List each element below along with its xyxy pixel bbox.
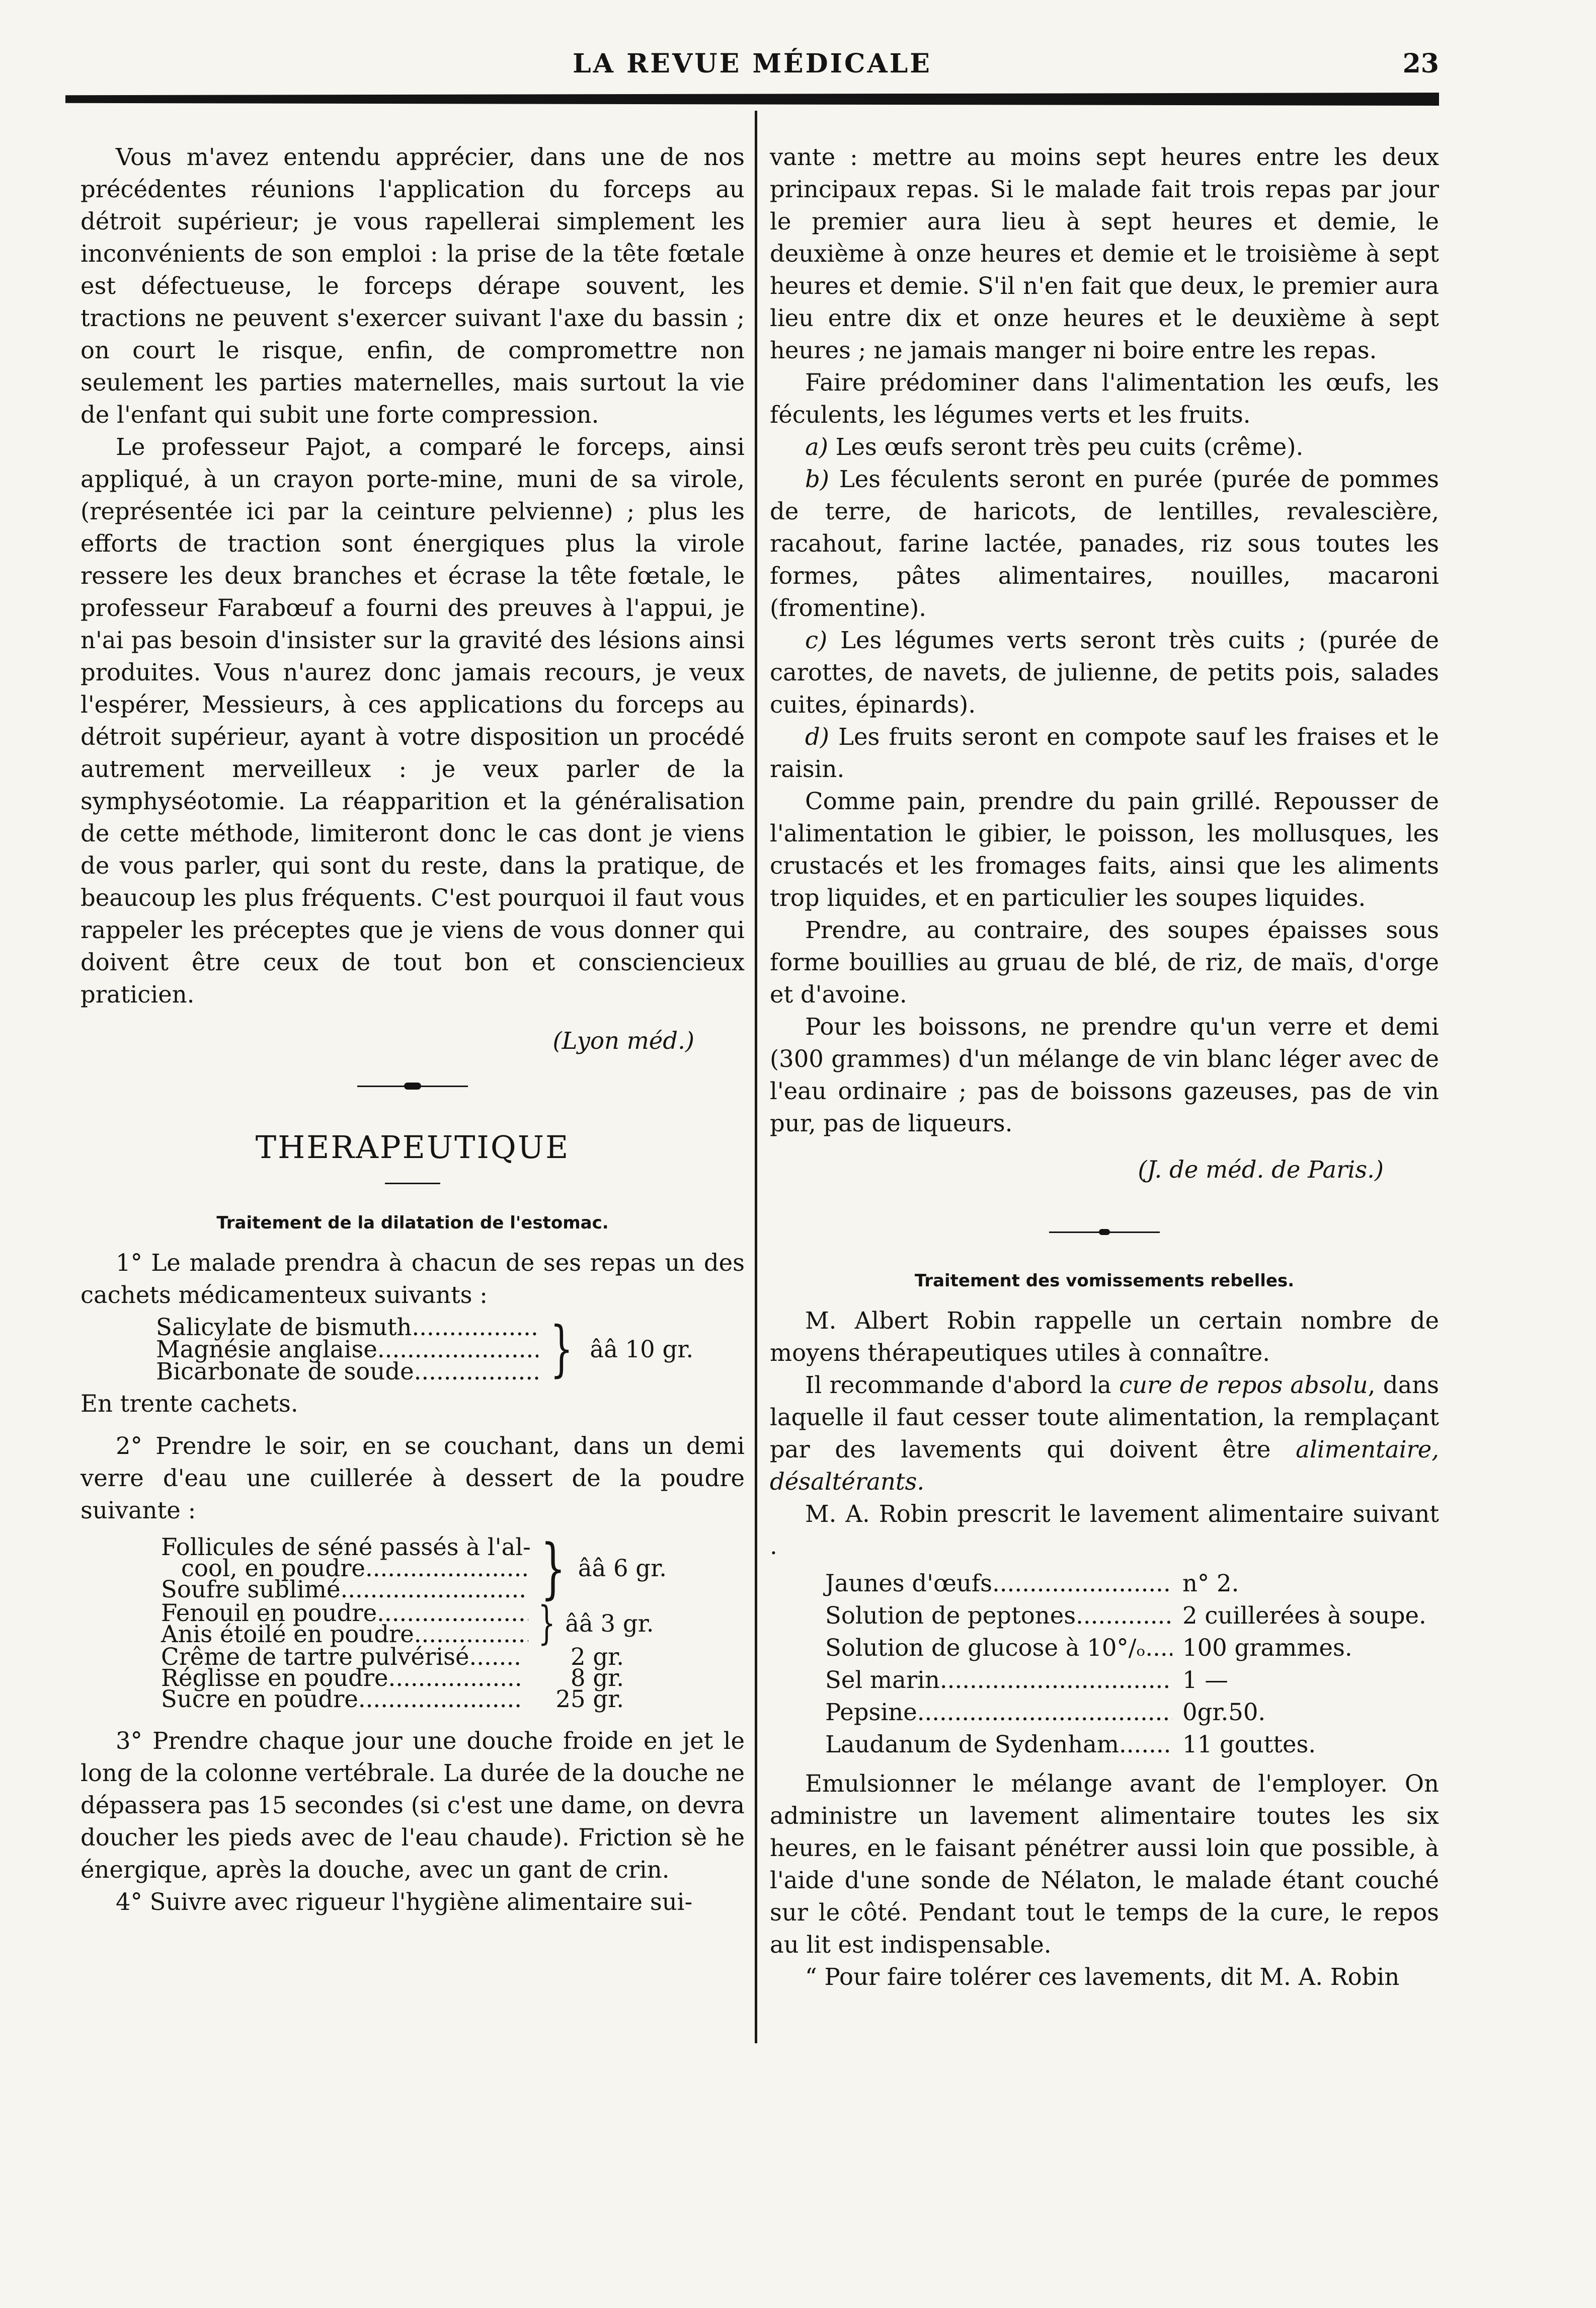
right-column bbox=[770, 141, 1439, 1993]
paragraph: Vous m'avez entendu apprécier, dans une de nos précédentes réunions l'application du forceps au détroit supérieur; je vous rapellerai simplement les inconvénients de son emploi : la prise de la tête fœtale est défectueuse, le forceps dérape souvent, les tractions ne peuvent s'exercer suivant l'axe du bassin ; on court le risque, enfin, de compromettre non seulement les parties maternelles, mais surtout la vie de l'enfant qui subit une forte compression. bbox=[81, 143, 745, 428]
paragraph: Il recommande d'abord la cure de repos absolu, dans laquelle il faut cesser toute alimentation, la remplaçant par des lavements qui doivent être alimentaire, désaltérants. bbox=[770, 1371, 1440, 1495]
formula-dose: ââ 6 gr. bbox=[578, 1555, 667, 1582]
table-row: Jaunes d'œufs ..... n° 2. bbox=[825, 1567, 1429, 1599]
page-header bbox=[65, 48, 1439, 89]
source-citation: (J. de méd. de Paris.) bbox=[1138, 1156, 1384, 1183]
paragraph: 4° Suivre avec rigueur l'hygiène alimentaire sui- bbox=[116, 1888, 693, 1915]
paragraph: Emulsionner le mélange avant de l'employer. On administre un lavement alimentaire toutes les six heures, en le faisant pénétrer aussi loin que possible, à l'aide d'une sonde de Nélaton, le malade étant couché sur le côté. Pendant tout le temps de la cure, le repos au lit est indispensable. bbox=[770, 1770, 1439, 1958]
formula-ingredient: Follicules de séné passés à l'al- bbox=[161, 1533, 531, 1561]
formula-group bbox=[161, 1597, 745, 1650]
paragraph: Le professeur Pajot, a comparé le forceps, ainsi appliqué, à un crayon porte-mine, muni de sa virole, (représentée ici par la ceinture pelvienne) ; plus les efforts de traction sont énergiques plus la virole ressere les deux branches et écrase la tête fœtale, le professeur Farabœuf a fourni des preuves à l'appui, je n'ai pas besoin d'insister sur la gravité des lésions ainsi produites. Vous n'aurez donc jamais recours, je veux l'espérer, Messieurs, à ces applications du forceps au détroit supérieur, ayant à votre disposition un procédé autrement merveilleux : je veux parler de la symphyséotomie. La réapparition et la généralisation de cette méthode, limiteront donc le cas dont je viens de vous parler, qui sont du reste, dans la pratique, de beaucoup les plus fréquents. C'est pourquoi il faut vous rappeler les préceptes que je viens de vous donner qui doivent être ceux de tout bon et consciencieux praticien. bbox=[81, 433, 745, 1008]
table-row: Solution de peptones ..... 2 cuillerées à soupe. bbox=[825, 1599, 1429, 1632]
separator-ornament bbox=[770, 1226, 1439, 1238]
paragraph: Faire prédominer dans l'alimentation les œufs, les féculents, les légumes verts et les fruits. bbox=[770, 369, 1439, 428]
list-item: a) Les œufs seront très peu cuits (crême). bbox=[805, 433, 1304, 460]
paragraph: M. Albert Robin rappelle un certain nombre de moyens thérapeutiques utiles à connaître. bbox=[770, 1307, 1439, 1366]
header-rule bbox=[65, 93, 1439, 106]
section-title: THERAPEUTIQUE bbox=[255, 1129, 570, 1166]
table-row: Sel marin ..... 1 — bbox=[825, 1664, 1429, 1696]
brace-glyph: } bbox=[550, 1314, 574, 1384]
paragraph: 1° Le malade prendra à chacun de ses repas un des cachets médicamenteux suivants : bbox=[81, 1249, 745, 1309]
paragraph: 2° Prendre le soir, en se couchant, dans un demi verre d'eau une cuillerée à dessert de la poudre suivante : bbox=[81, 1432, 745, 1524]
left-column bbox=[81, 141, 745, 1918]
formula-ingredient: Soufre sublimé bbox=[161, 1576, 341, 1603]
article-subheading: Traitement de la dilatation de l'estomac. bbox=[216, 1213, 609, 1233]
formula-group bbox=[161, 1530, 745, 1606]
formula-dose: ââ 3 gr. bbox=[565, 1610, 654, 1637]
source-citation: (Lyon méd.) bbox=[552, 1027, 694, 1054]
article-subheading: Traitement des vomissements rebelles. bbox=[914, 1271, 1295, 1291]
formula-ingredient: Salicylate de bismuth ..... bbox=[156, 1316, 538, 1338]
journal-title: LA REVUE MÉDICALE bbox=[573, 48, 932, 79]
paragraph: Prendre, au contraire, des soupes épaisses sous forme bouillies au gruau de blé, de riz, de maïs, d'orge et d'avoine. bbox=[770, 916, 1439, 1008]
page-number: 23 bbox=[1402, 48, 1439, 79]
formula-ingredient: Sucre en poudre ..... 25 gr. bbox=[161, 1688, 624, 1710]
formula-ingredient: Fenouil en poudre bbox=[161, 1599, 377, 1627]
paragraph: Comme pain, prendre du pain grillé. Repousser de l'alimentation le gibier, le poisson, les mollusques, les crustacés et les fromages faits, ainsi que les aliments trop liquides, et en particulier les soupes liquides. bbox=[770, 788, 1439, 911]
brace-glyph: } bbox=[540, 1530, 566, 1606]
formula-ingredient: Bicarbonate de soude ..... bbox=[156, 1360, 538, 1382]
prescription-formula-1 bbox=[81, 1314, 745, 1385]
formula-ingredient: Crême de tartre pulvérisé ..... 2 gr. bbox=[161, 1646, 624, 1667]
formula-ingredient: cool, en poudre bbox=[181, 1555, 365, 1582]
table-row: Pepsine ..... 0gr.50. bbox=[825, 1696, 1429, 1728]
table-row: Laudanum de Sydenham ..... 11 gouttes. bbox=[825, 1728, 1429, 1760]
table-row: Solution de glucose à 10°/ₒ ..... 100 grammes. bbox=[825, 1632, 1429, 1664]
formula-ingredient: Magnésie anglaise ..... bbox=[156, 1338, 538, 1360]
paragraph: M. A. Robin prescrit le lavement alimentaire suivant . bbox=[770, 1500, 1439, 1560]
enema-formula-table bbox=[825, 1567, 1429, 1760]
paragraph: Pour les boissons, ne prendre qu'un verre et demi (300 grammes) d'un mélange de vin blanc léger avec de l'eau ordinaire ; pas de boissons gazeuses, pas de vin pur, pas de liqueurs. bbox=[770, 1013, 1439, 1137]
column-divider bbox=[755, 111, 757, 2043]
list-item: b) Les féculents seront en purée (purée de pommes de terre, de haricots, de lentilles, revalescière, racahout, farine lactée, panades, riz sous toutes les formes, pâtes alimentaires, nouilles, macaroni (fromentine). bbox=[770, 466, 1440, 622]
formula-ingredient: Anis étoilé en poudre bbox=[161, 1621, 414, 1648]
prescription-formula-2 bbox=[161, 1530, 745, 1713]
list-item: d) Les fruits seront en compote sauf les fraises et le raisin. bbox=[770, 723, 1439, 783]
section-rule bbox=[385, 1183, 440, 1184]
formula-dose: ââ 10 gr. bbox=[590, 1336, 694, 1363]
paragraph: 3° Prendre chaque jour une douche froide en jet le long de la colonne vertébrale. La durée de la douche ne dépassera pas 15 secondes (si c'est une dame, on devra doucher les pieds avec de l'eau chaude). Friction sè he énergique, après la douche, avec un gant de crin. bbox=[81, 1727, 745, 1883]
paragraph: “ Pour faire tolérer ces lavements, dit M. A. Robin bbox=[805, 1963, 1400, 1990]
formula-ingredient: Réglisse en poudre ..... 8 gr. bbox=[161, 1667, 624, 1688]
brace-glyph: } bbox=[538, 1597, 555, 1650]
list-item: c) Les légumes verts seront très cuits ; (purée de carottes, de navets, de julienne, de petits pois, salades cuites, épinards). bbox=[770, 627, 1439, 718]
separator-ornament bbox=[81, 1080, 745, 1092]
paragraph: vante : mettre au moins sept heures entre les deux principaux repas. Si le malade fait trois repas par jour le premier aura lieu à sept heures et demie, le deuxième à onze heures et demie et le troisième à sept heures et demie. S'il n'en fait que deux, le premier aura lieu entre dix et onze heures et le deuxième à sept heures ; ne jamais manger ni boire entre les repas. bbox=[770, 143, 1439, 364]
paragraph: En trente cachets. bbox=[81, 1390, 298, 1417]
